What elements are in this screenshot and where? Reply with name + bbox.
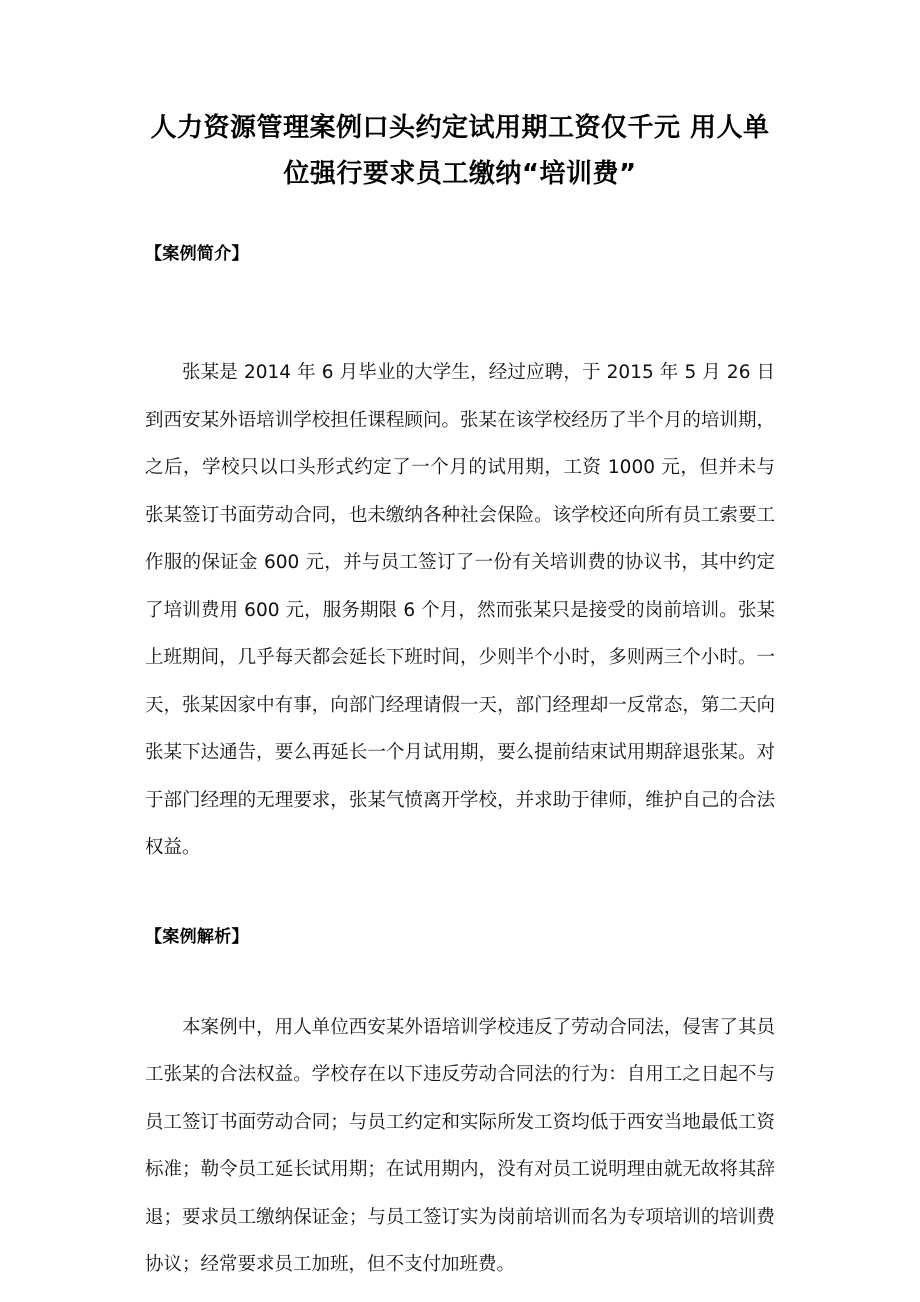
spacer-title-heading: [145, 197, 775, 239]
document-content: [145, 0, 775, 1289]
section-paragraph-case-analysis: 本案例中，用人单位西安某外语培训学校违反了劳动合同法，侵害了其员工张某的合法权益。学校存在以下违反劳动合同法的行为：自用工之日起不与员工签订书面劳动合同；与员工约定和实际所发工资均低于西安当地最低工资标准；勒令员工延长试用期；在试用期内，没有对员工说明理由就无故将其辞退；要求员工缴纳保证金；与员工签订实为岗前培训而名为专项培训的培训费协议；经常要求员工加班，但不支付加班费。: [145, 1016, 775, 1275]
spacer-heading-paragraph-2: [145, 952, 775, 1004]
section-heading-case-summary: 【案例简介】: [145, 244, 249, 264]
spacer-heading-paragraph-1: [145, 269, 775, 349]
section-paragraph-case-summary: 张某是 2014 年 6 月毕业的大学生，经过应聘，于 2015 年 5 月 26 日到西安某外语培训学校担任课程顾问。张某在该学校经历了半个月的培训期，之后，学校只以口头形式约定了一个月的试用期，工资 1000 元，但并未与张某签订书面劳动合同，也未缴纳各种社会保险。该学校还向所有员工索要工作服的保证金 600 元，并与员工签订了一份有关培训费的协议书，其中约定了培训费用 600 元，服务期限 6 个月，然而张某只是接受的岗前培训。张某上班期间，几乎每天都会延长下班时间，少则半个小时，多则两三个小时。一天，张某因家中有事，向部门经理请假一天，部门经理却一反常态，第二天向张某下达通告，要么再延长一个月试用期，要么提前结束试用期辞退张某。对于部门经理的无理要求，张某气愤离开学校，并求助于律师，维护自己的合法权益。: [145, 362, 775, 858]
spacer-paragraph-heading-2: [145, 872, 775, 922]
section-heading-case-analysis: 【案例解析】: [145, 926, 249, 947]
page-title: 人力资源管理案例口头约定试用期工资仅千元 用人单位强行要求员工缴纳“培训费”: [150, 113, 770, 189]
